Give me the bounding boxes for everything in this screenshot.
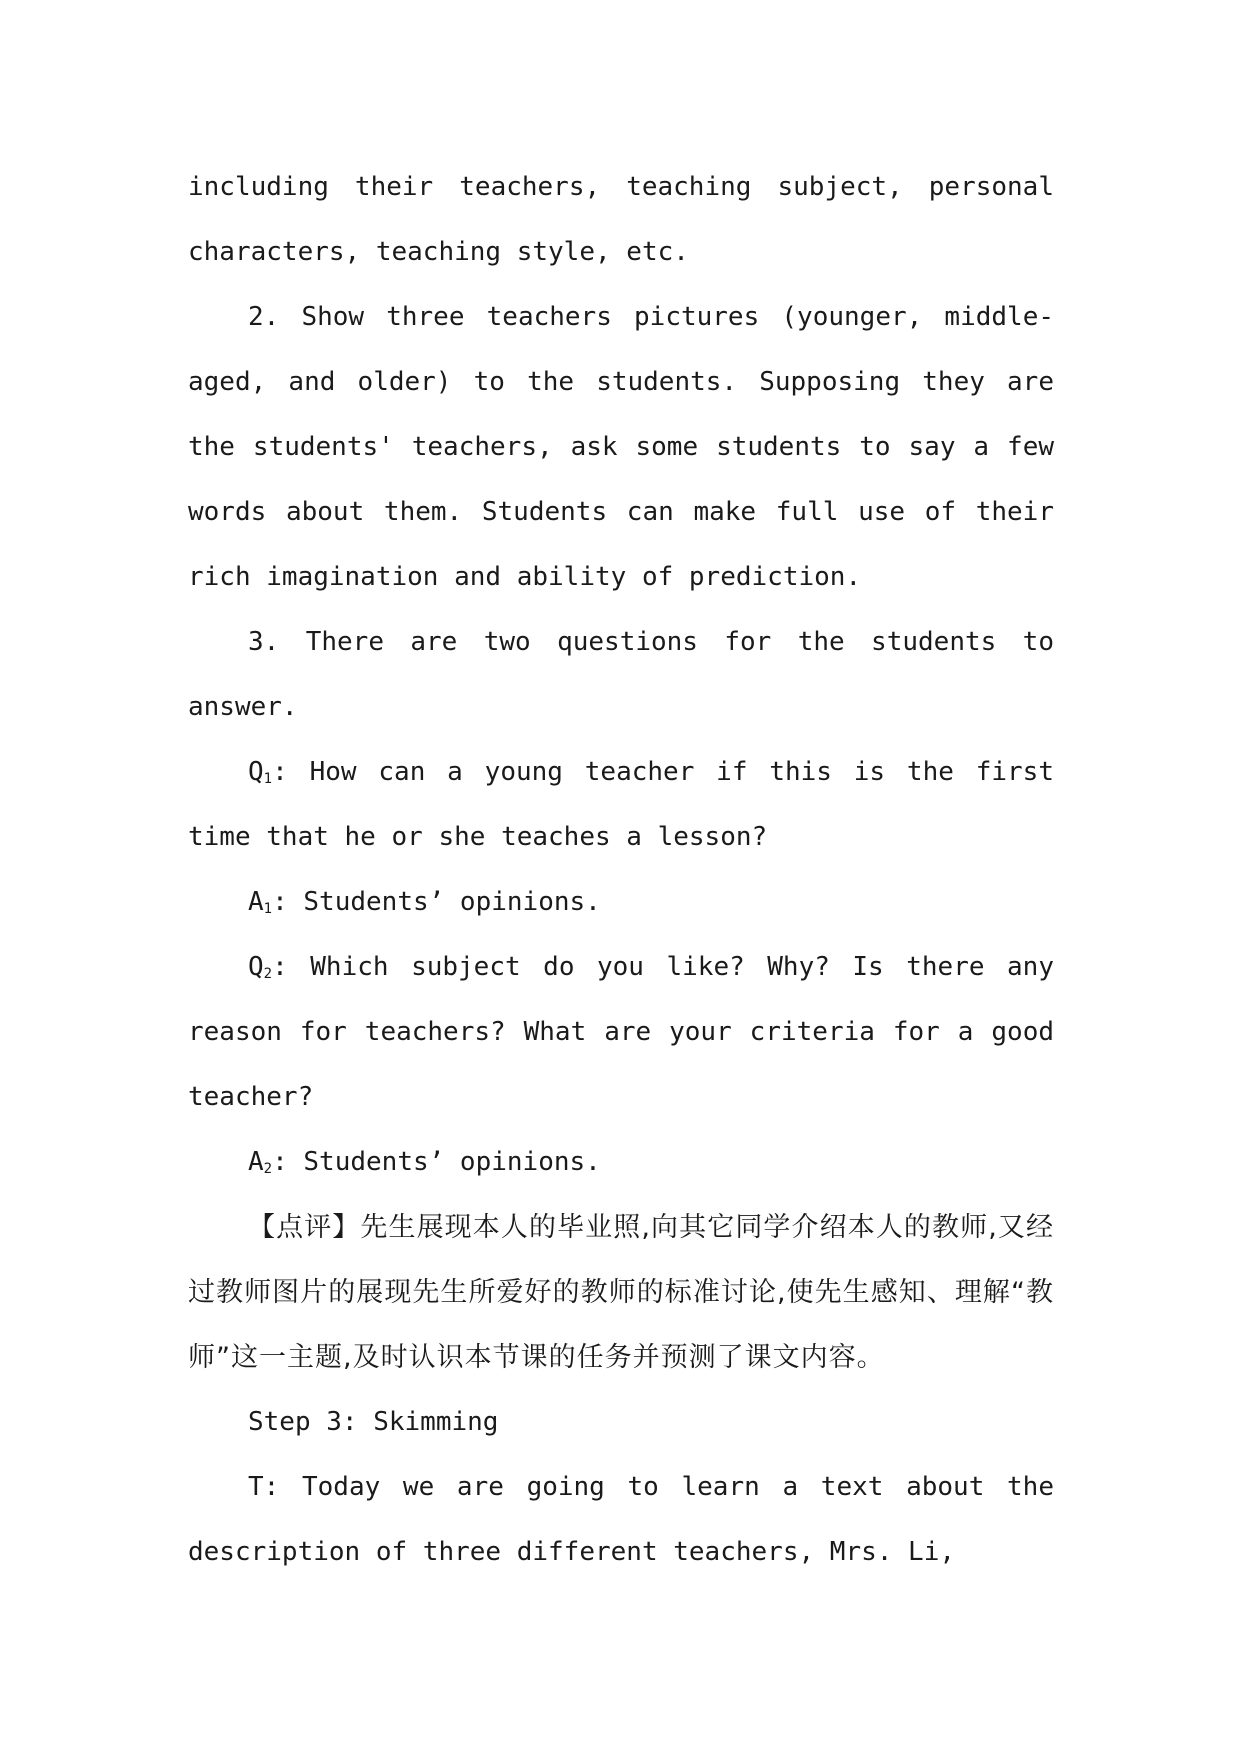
paragraph-continuation: including their teachers, teaching subject, personal characters, teaching style, etc. xyxy=(188,172,1054,267)
answer-1 xyxy=(188,870,1054,935)
question-1-subscript: 1 xyxy=(263,771,273,787)
answer-2-label: A xyxy=(248,1147,264,1177)
paragraph-teacher-intro: T: Today we are going to learn a text about the description of three different teachers, Mrs. Li, xyxy=(188,1472,1054,1567)
paragraph-item-3: 3. There are two questions for the students to answer. xyxy=(188,627,1054,722)
answer-1-text: : Students’ opinions. xyxy=(272,887,601,917)
answer-2-text: : Students’ opinions. xyxy=(272,1147,601,1177)
answer-1-subscript: 1 xyxy=(263,901,273,917)
question-2-text: : Which subject do you like? Why? Is there any reason for teachers? What are your criteria for a good teacher? xyxy=(188,952,1054,1112)
question-2-subscript: 2 xyxy=(263,966,273,982)
question-1 xyxy=(188,740,1054,870)
review-comment: 【点评】先生展现本人的毕业照,向其它同学介绍本人的教师,又经过教师图片的展现先生所爱好的教师的标准讨论,使先生感知、理解“教师”这一主题,及时认识本节课的任务并预测了课文内容。 xyxy=(188,1212,1054,1373)
question-2-label: Q xyxy=(248,952,264,982)
question-1-text: : How can a young teacher if this is the first time that he or she teaches a lesson? xyxy=(188,757,1054,852)
step-3-heading: Step 3: Skimming xyxy=(248,1407,499,1437)
document-body xyxy=(188,155,1054,1585)
question-1-label: Q xyxy=(248,757,264,787)
paragraph-item-2: 2. Show three teachers pictures (younger, middle-aged, and older) to the students. Supposing they are the students' teachers, ask some students to say a few words about them. Students can make full use of their rich imagination and ability of prediction. xyxy=(188,302,1054,592)
question-2 xyxy=(188,935,1054,1130)
answer-2-subscript: 2 xyxy=(263,1161,273,1177)
answer-2 xyxy=(188,1130,1054,1195)
answer-1-label: A xyxy=(248,887,264,917)
